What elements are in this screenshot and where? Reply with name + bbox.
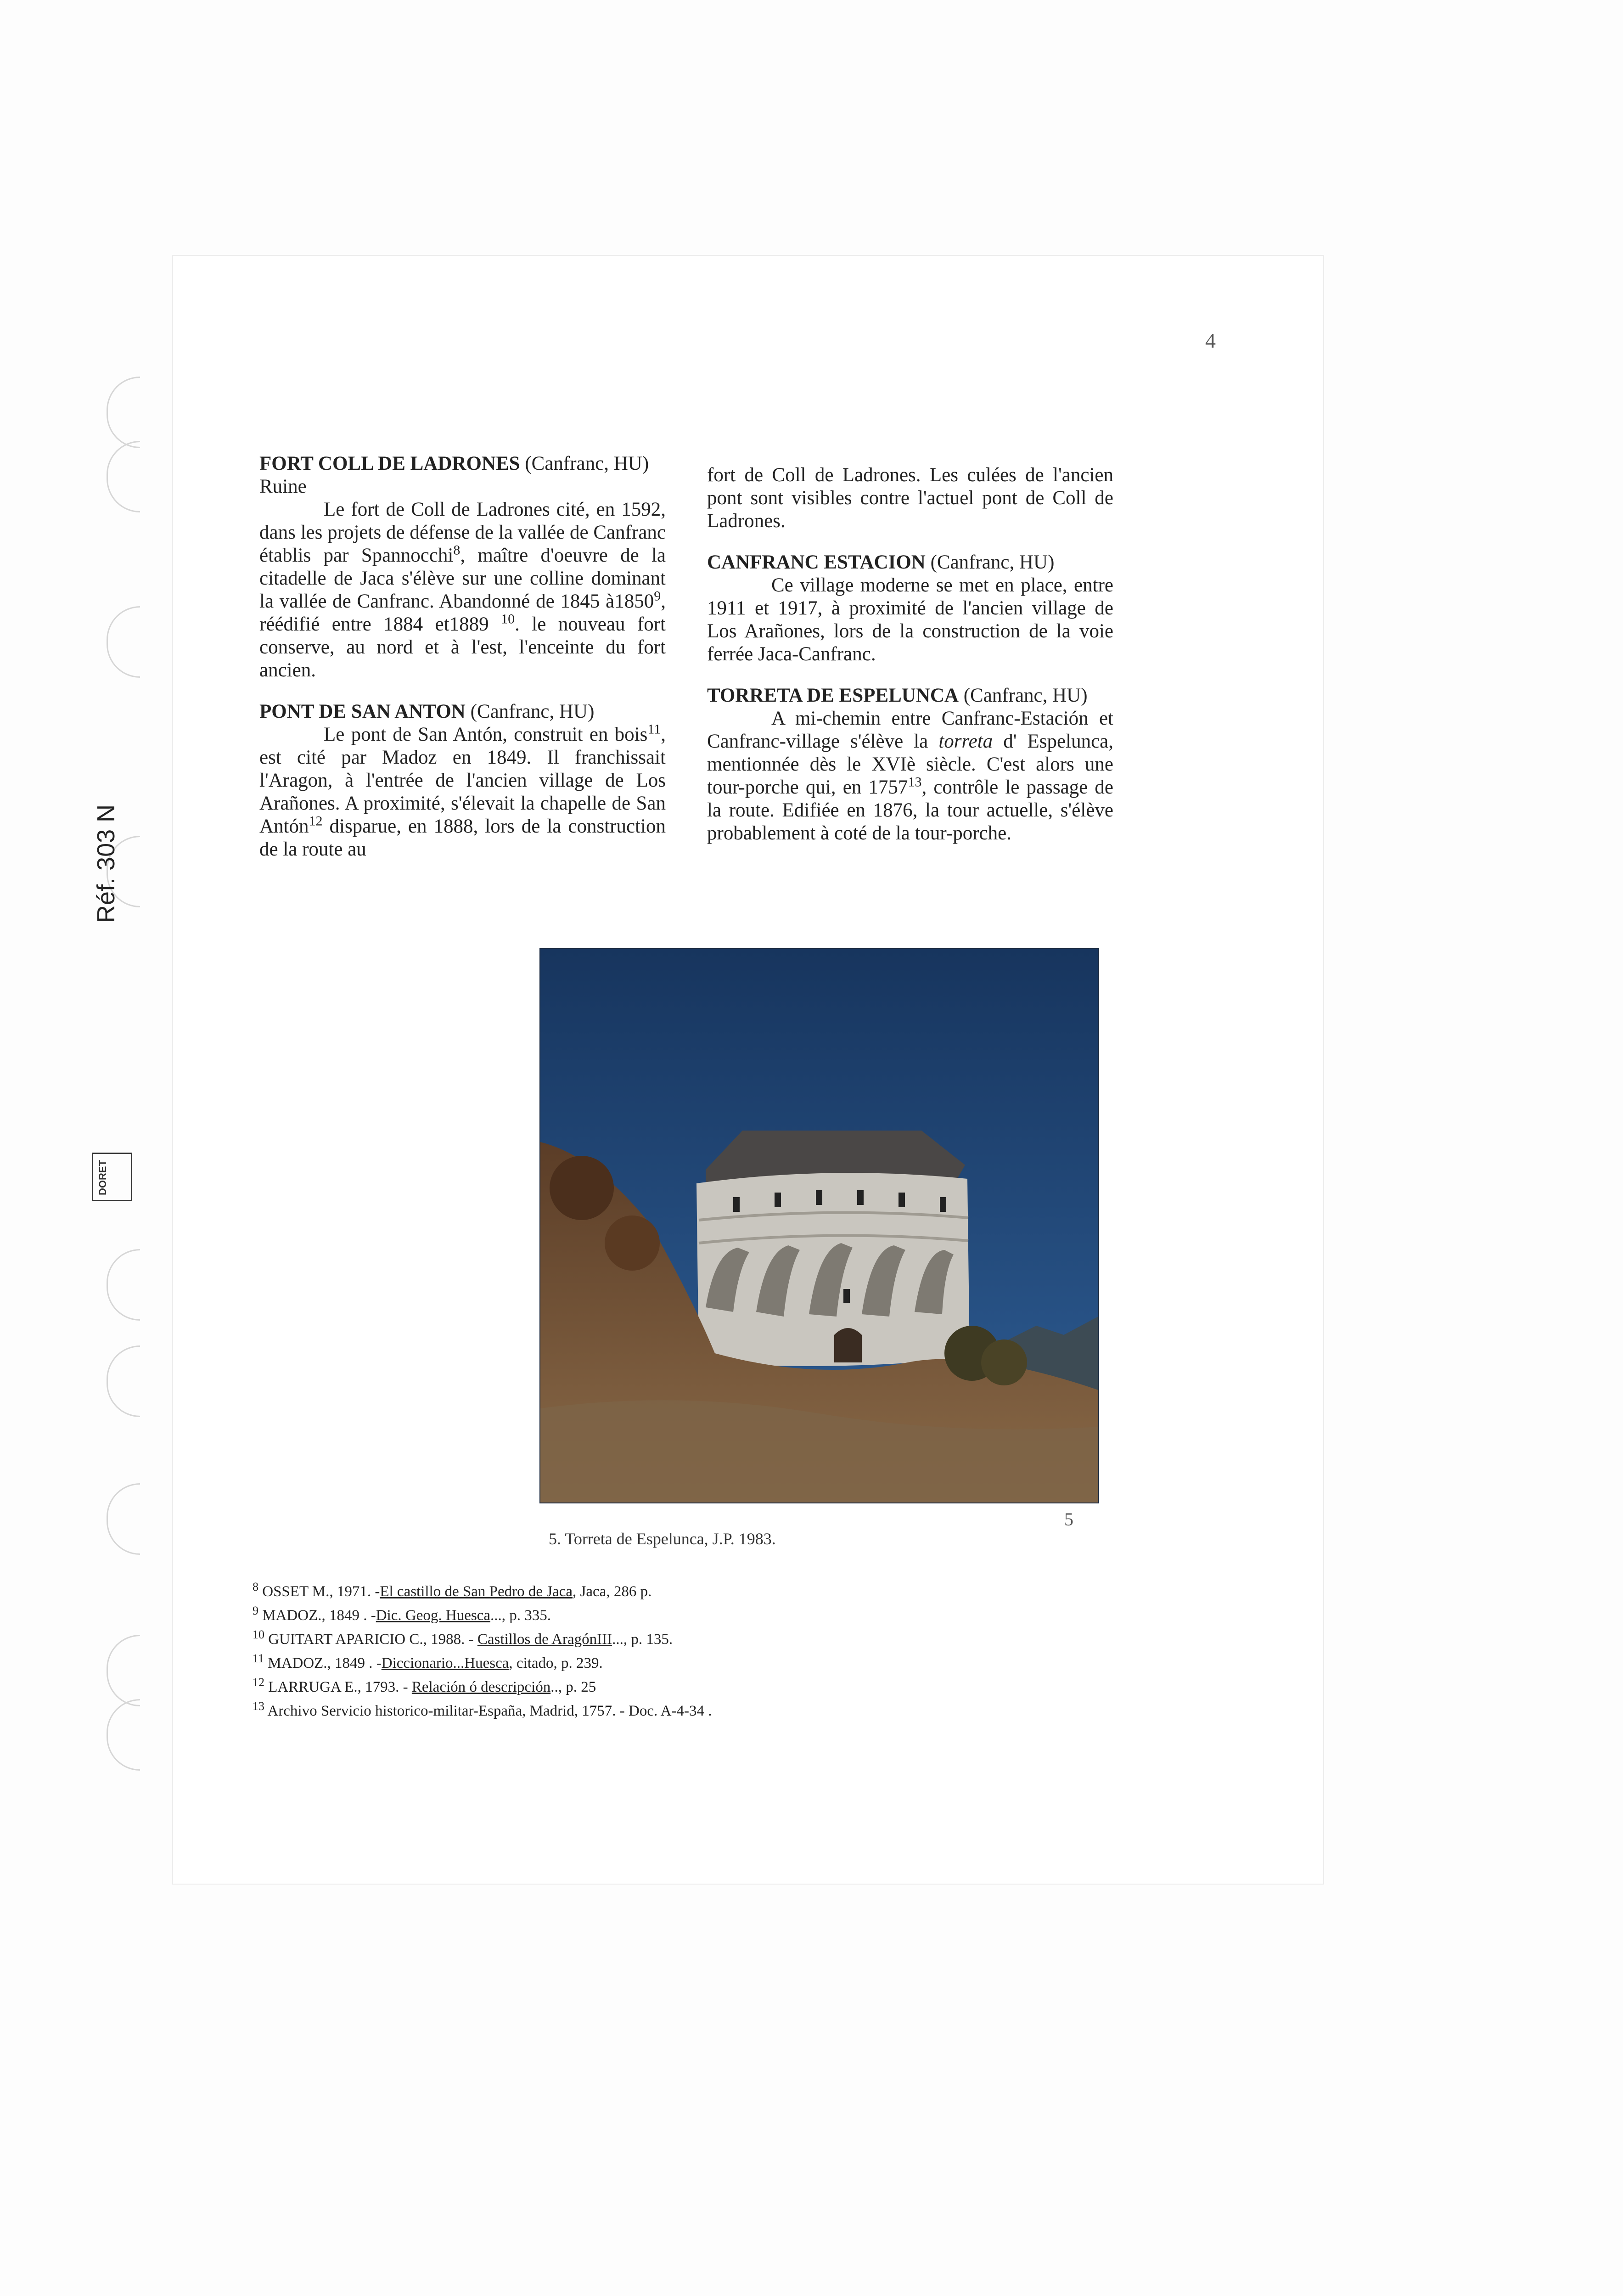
binder-hole <box>107 1483 140 1555</box>
left-column <box>259 452 666 861</box>
fort-status: Ruine <box>259 476 307 497</box>
torreta-text-2: d' Espelunca, mentionnée dès le XVIè siècle. C'est alors une tour-porche qui, en 1757 <box>707 731 1113 798</box>
footnote-title: El castillo de San Pedro de Jaca <box>380 1583 573 1600</box>
reference-label: Réf. 303 N <box>92 804 120 923</box>
right-column <box>707 464 1113 845</box>
pont-text-1: Le pont de San Antón, construit en bois <box>324 724 648 745</box>
footnotes <box>253 1580 1079 1723</box>
footnote-ref-11: 11 <box>647 721 661 737</box>
torreta-heading <box>707 684 1113 707</box>
footnote-text: OSSET M., 1971. - <box>262 1583 380 1600</box>
footnote-text: MADOZ., 1849 . - <box>268 1655 382 1671</box>
footnote-title: Castillos de AragónIII <box>477 1631 612 1648</box>
fort-text-3: , réédifié entre 1884 et1889 <box>259 591 666 635</box>
pont-text-3: disparue, en 1888, lors de la construction de la route au <box>259 816 666 860</box>
torreta-text-3: , contrôle le passage de la route. Edifiée en 1876, la tour actuelle, s'élève probablement à coté de la tour-porche. <box>707 777 1113 844</box>
footnote-ref-12: 12 <box>309 813 323 829</box>
footnote-text: LARRUGA E., 1793. - <box>268 1679 412 1695</box>
footnote-number: 11 <box>253 1652 264 1665</box>
footnote-text: Archivo Servicio historico-militar-España, Madrid, 1757. - Doc. A-4-34 . <box>267 1703 712 1719</box>
footnote-suffix: .., p. 25 <box>550 1679 596 1695</box>
canfranc-paragraph: Ce village moderne se met en place, entre 1911 et 1917, à proximité de l'ancien village de Los Arañones, lors de la construction de la voie ferrée Jaca-Canfranc. <box>707 574 1113 665</box>
fort-text-4: . le nouveau fort conserve, au nord et à l'est, l'enceinte du fort ancien. <box>259 613 666 681</box>
footnote-title: Dic. Geog. Huesca <box>376 1607 490 1624</box>
footnote-text: MADOZ., 1849 . - <box>262 1607 376 1624</box>
torreta-title: TORRETA DE ESPELUNCA <box>707 685 959 706</box>
binder-hole <box>107 1699 140 1771</box>
pont-heading <box>259 700 666 723</box>
binder-hole <box>107 1249 140 1321</box>
footnote-ref-13: 13 <box>908 774 922 790</box>
footnote-number: 12 <box>253 1676 264 1689</box>
footnote <box>253 1604 1079 1627</box>
tower-door <box>834 1328 862 1362</box>
fort-text-1: Le fort de Coll de Ladrones cité, en 1592, dans les projets de défense de la vallée de Canfranc établis par Spannocchi <box>259 499 666 566</box>
fort-text-2: , maître d'oeuvre de la citadelle de Jaca s'élève sur une colline dominant la vallée de Canfranc. Abandonné de 1845 à1850 <box>259 545 666 612</box>
footnote-text: GUITART APARICIO C., 1988. - <box>268 1631 477 1648</box>
footnote <box>253 1627 1079 1651</box>
fort-title: FORT COLL DE LADRONES <box>259 453 520 474</box>
tower-illustration <box>540 949 1098 1503</box>
footnote <box>253 1675 1079 1699</box>
footnote-ref-8: 8 <box>453 542 461 558</box>
torreta-text-1: A mi-chemin entre Canfranc-Estación et Canfranc-village s'élève la <box>707 708 1113 752</box>
binder-hole <box>107 377 140 448</box>
binder-hole <box>107 1345 140 1417</box>
footnote-number: 13 <box>253 1699 264 1713</box>
footnote-title: Diccionario...Huesca <box>381 1655 509 1671</box>
torreta-paragraph <box>707 707 1113 845</box>
pont-title: PONT DE SAN ANTON <box>259 701 466 722</box>
doret-logo <box>92 1153 132 1201</box>
page-number: 4 <box>1205 329 1216 352</box>
torreta-location: (Canfranc, HU) <box>958 685 1088 706</box>
fort-location: (Canfranc, HU) <box>520 453 649 474</box>
footnote-number: 10 <box>253 1628 264 1641</box>
pont-continuation: fort de Coll de Ladrones. Les culées de l'ancien pont sont visibles contre l'actuel pont de Coll de Ladrones. <box>707 464 1113 532</box>
footnote-ref-9: 9 <box>654 588 661 604</box>
torreta-italic: torreta <box>938 731 993 752</box>
canfranc-location: (Canfranc, HU) <box>925 551 1055 573</box>
fort-paragraph <box>259 498 666 682</box>
canfranc-heading <box>707 551 1113 574</box>
footnote <box>253 1699 1079 1723</box>
binder-hole <box>107 606 140 678</box>
footnote-title: Relación ó descripción <box>411 1679 551 1695</box>
footnote-suffix: ..., p. 335. <box>490 1607 551 1624</box>
footnote-number: 9 <box>253 1604 258 1617</box>
footnote-suffix: ..., p. 135. <box>612 1631 673 1648</box>
logo-text: DORET <box>97 1160 108 1195</box>
pont-text-2: , est cité par Madoz en 1849. Il franchissait l'Aragon, à l'entrée de l'ancien village de Los Arañones. A proximité, s'élevait la chapelle de San Antón <box>259 724 666 837</box>
photo-caption: 5. Torreta de Espelunca, J.P. 1983. <box>549 1530 776 1548</box>
pont-paragraph <box>259 723 666 861</box>
pont-location: (Canfranc, HU) <box>465 701 595 722</box>
footnote <box>253 1651 1079 1675</box>
footnote-number: 8 <box>253 1580 258 1593</box>
canfranc-title: CANFRANC ESTACION <box>707 551 926 573</box>
fort-heading <box>259 452 666 475</box>
binder-hole <box>107 1635 140 1706</box>
footnote-ref-10: 10 <box>501 611 515 627</box>
binder-hole <box>107 441 140 512</box>
footnote-suffix: , citado, p. 239. <box>509 1655 603 1671</box>
tower-photo <box>539 948 1099 1503</box>
footnote <box>253 1580 1079 1604</box>
photo-number: 5 <box>1064 1509 1073 1530</box>
footnote-suffix: , Jaca, 286 p. <box>573 1583 652 1600</box>
